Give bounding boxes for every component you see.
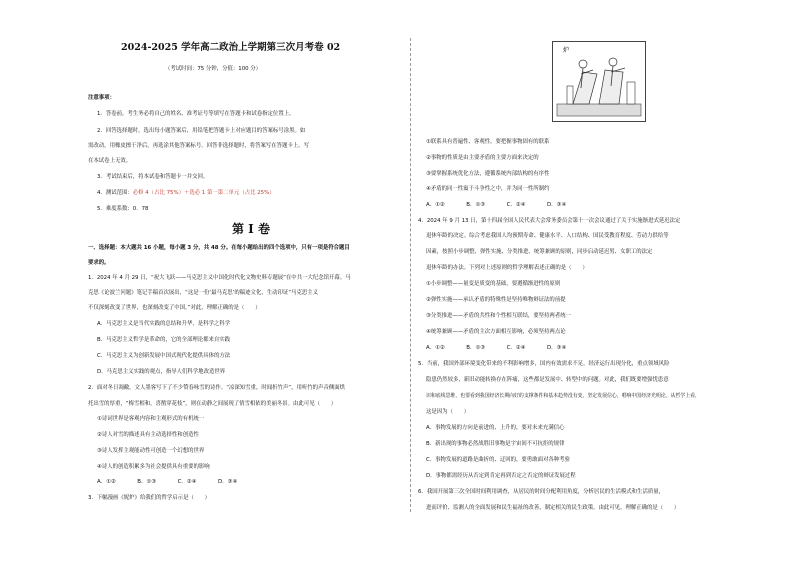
option-line: A．马克思主义是当代实践的总结和升华，是科学之科学	[97, 321, 231, 327]
note-line: 需改动，用橡皮擦干净后，再选涂其他答案标号。回答非选择题时，将答案写在答题卡上。写	[88, 143, 310, 149]
question-line: 因素，按照小步调整、弹性实施、分类推进、统筹兼顾的原则，同步启动延迟男、女职工的法定	[426, 249, 653, 255]
option-line: ④统筹兼顾——矛盾的主次方面相互影响，必须坚持两点论	[426, 329, 566, 335]
cartoon-image	[552, 41, 646, 122]
section-intro: 要求的。	[88, 260, 110, 266]
option-line: A．事物发展的方向是前进的、上升的，要对未来充满信心	[426, 425, 565, 431]
column-divider	[410, 38, 411, 512]
test-range-detail: 必修 4（占比 75%）＋选必 1 第一第二单元（占比 25%）	[132, 190, 275, 196]
volume-title: 第 Ⅰ 卷	[232, 222, 270, 236]
option-line: C．事物发展的道路是曲折的、迂回的，要勇敢面对各种考验	[426, 457, 570, 463]
question-line: 不仅深刻改变了世界，也深刻改变了中国。”对此，理解正确的是（ ）	[88, 305, 261, 311]
note-line: 3．考试结束后，将本试卷和答题卡一并交回。	[97, 174, 209, 180]
notes-heading: 注意事项：	[88, 95, 115, 101]
cartoon-label: 炉	[563, 47, 570, 54]
question-line: 2．面对冬日凋敝，文人墨客写下了不少赞春咏雪的诗作。“凉深知雪重，时闻折竹声”，用听竹的声音侧面烘	[88, 385, 345, 391]
section-intro: 一、选择题：本大题共 16 小题，每小题 3 分，共 48 分。在每小题给出的四个选项中，只有一项是符合题目	[88, 245, 350, 251]
page-title: 2024-2025 学年高二政治上学期第三次月考卷 02	[121, 42, 341, 53]
option-line: ②事物的性质是由主要矛盾的主要方面来决定的	[426, 155, 539, 161]
question-line: 进而评价、监测人的全面发展和民生福祉的改善，制定相关的民生政策。由此可见，理解正确的是（ ）	[426, 505, 680, 511]
option-line: ①诗词世界是客观内容和主观形式的有机统一	[97, 416, 205, 422]
question-line: 克思《论波兰问题》笔记手稿首次展出，“这是一份‘最马克思’的稿迹文化，生动印证”马克思主义	[88, 290, 319, 296]
option-line: D．事物都需经历从否定到肯定再到否定之否定的辩证发展过程	[426, 473, 576, 479]
option-line: D．马克思主义实践的观点，指导人们科学地改造世界	[97, 369, 226, 375]
note-line: 在本试卷上无效。	[88, 158, 132, 164]
answer-choices: A．①② B．①③ C．②④ D．③④	[97, 479, 238, 485]
option-line: B．新出现的事物必然战胜旧事物是宇宙间不可抗拒的规律	[426, 441, 565, 447]
question-line: 6．我国开展第三次全国时间利用调查，从居民的时间分配利用角度，分析居民的生活模式和生活质量，	[418, 489, 665, 495]
difficulty: 5．难度系数：0．78	[97, 206, 149, 212]
note-line: 1．答卷前，考生务必将自己的姓名、准考证号等填写在答题卡和试卷指定位置上。	[97, 111, 295, 117]
option-line: ③要掌握系统优化方法，遵循系统内部结构的有序性	[426, 171, 550, 177]
option-line: ③分类推进——矛盾的共性和个性相互联结，要坚持两者统一	[426, 313, 571, 319]
question-line: 1．2024 年 4 月 29 日，“祝大飞跃——马克思主义中国化时代化文物史料专题展”在中共一大纪念馆开幕。马	[88, 275, 351, 281]
question-line: 这是因为（ ）	[426, 409, 470, 415]
option-line: ②诗人对雪的描述具有主动选择性和创造性	[97, 432, 199, 438]
test-range-prefix: 4．测试范围：	[97, 190, 133, 196]
question-line: 5．当前，我国外部环境变化带来的不利影响增多，国内有效需求不足，经济运行出现分化，重点领域风险	[418, 361, 670, 367]
option-line: ①联系具有普遍性、客观性，要把握事物固有的联系	[426, 139, 550, 145]
option-line: ④矛盾的同一性寓于斗争性之中，并为同一性所制约	[426, 186, 550, 192]
question-line: 托出雪的厚重，“梅雪相和，喜鹊穿花枝”，则在动静之间展现了情雪相依的美丽冬景。由此可见（ ）	[88, 401, 337, 407]
question-line: 退休年龄的办法。下列对上述原则的哲学理解表述正确的是（ ）	[426, 265, 588, 271]
option-line: C．马克思主义为创新发展中国式现代化提供具体的方法	[97, 353, 231, 359]
option-line: ①小步调整——量变是质变的基础，要遵循渐进性的原则	[426, 281, 561, 287]
cartoon-illustration	[553, 42, 645, 121]
answer-choices: A．①② B．①③ C．②④ D．③④	[426, 202, 567, 208]
test-range	[97, 189, 275, 197]
question-line: 4．2024 年 9 月 13 日，第十四届全国人民代表大会常务委员会第十一次会议通过了关于实施渐进式延迟法定	[418, 218, 681, 224]
answer-choices: A．①② B．①③ C．②④ D．③④	[426, 345, 567, 351]
option-line: ④诗人的创造积累多为社会提供具有重要的影响	[97, 464, 210, 470]
page-subtitle: （考试时间：75 分钟，分值：100 分）	[165, 66, 262, 72]
question-line: 退休年龄的决定。综合考虑我国人均预期寿命、健康水平、人口结构、国民受教育程度、劳动力供给等	[426, 233, 669, 239]
option-line: B．马克思主义哲学是革命的，它的全部理论都来自实践	[97, 337, 231, 343]
option-line: ②弹性实施——承认矛盾的特殊性是坚持唯物辩证法的前提	[426, 297, 566, 303]
question-line: 3．下幅漫画《妮炉》给我们的哲学启示是（ ）	[88, 495, 211, 501]
option-line: ③诗人发挥主观能动性可创造一个幻想的世界	[97, 448, 205, 454]
question-line: 隐患仍然较多，新旧动能转换存在阵痛，这些都是发展中、转型中的问题。对此，我们既要增强忧患意	[426, 377, 669, 383]
question-line: 识和底线思维，也要看到我国经济长期向好的支撑条件和基本趋势没有变，坚定发展信心，唱响中国经济光明论。从哲学上看，	[426, 393, 700, 399]
note-line: 2．回答选择题时，选出每小题答案后，用铅笔把答题卡上对应题目的答案标号涂黑。如	[97, 128, 306, 134]
